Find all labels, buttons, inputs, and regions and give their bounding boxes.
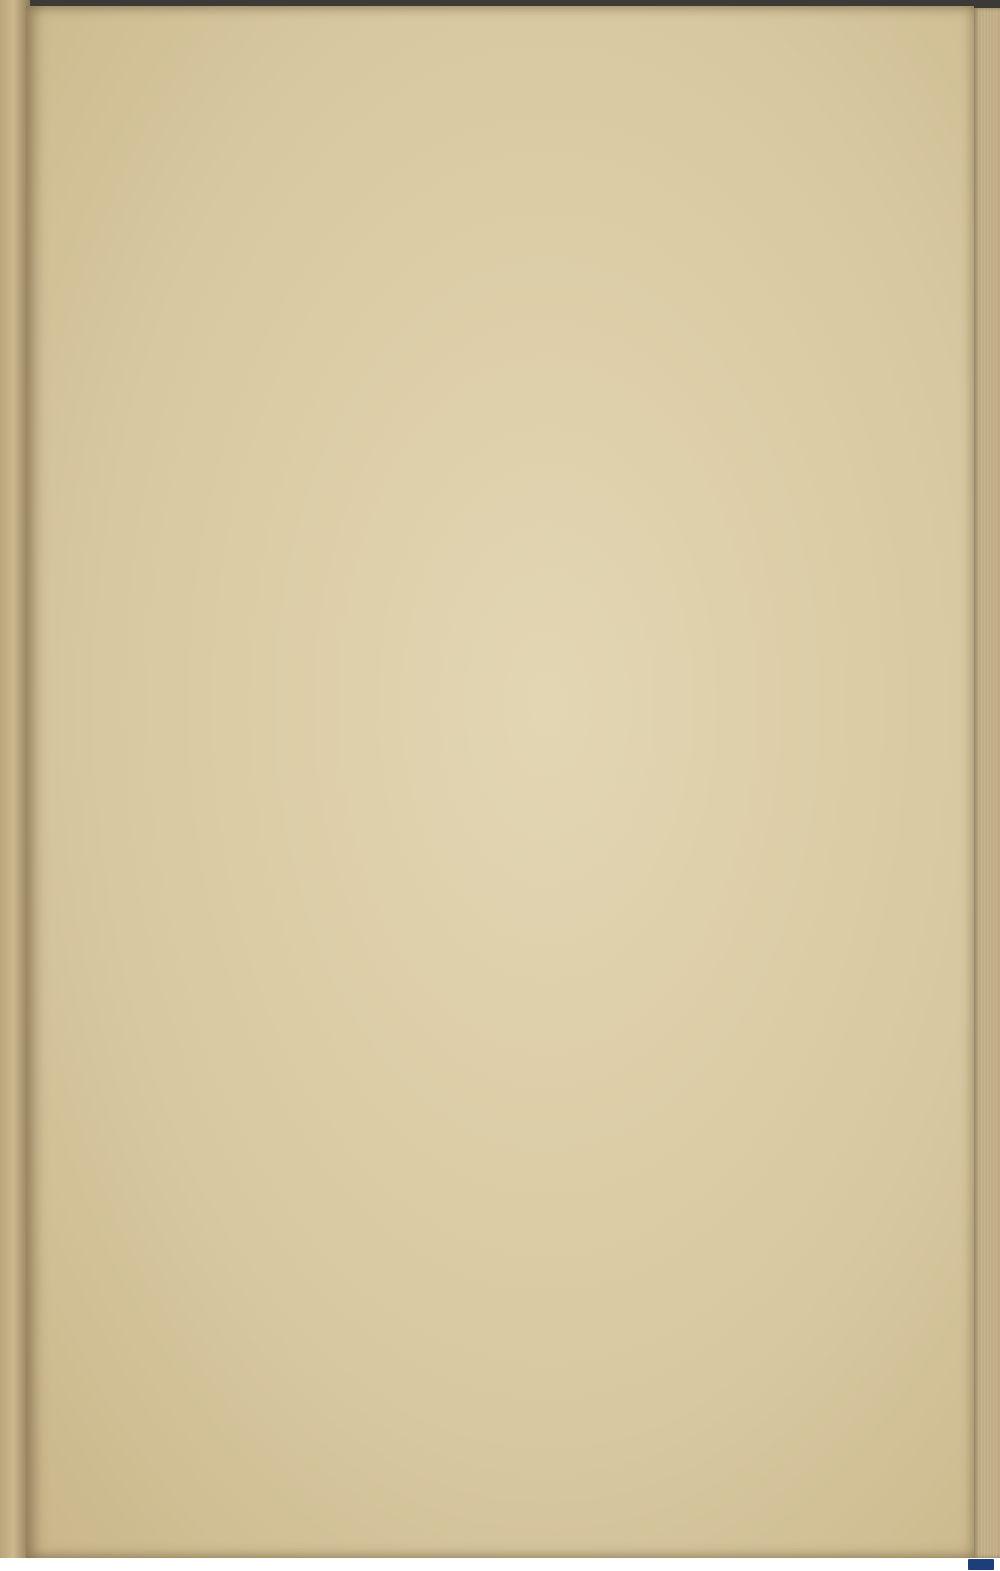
dfg-logo xyxy=(968,1559,994,1570)
footer-bar xyxy=(0,1558,1000,1571)
page-stack-edge xyxy=(974,8,1000,1558)
book-page xyxy=(26,6,974,1558)
